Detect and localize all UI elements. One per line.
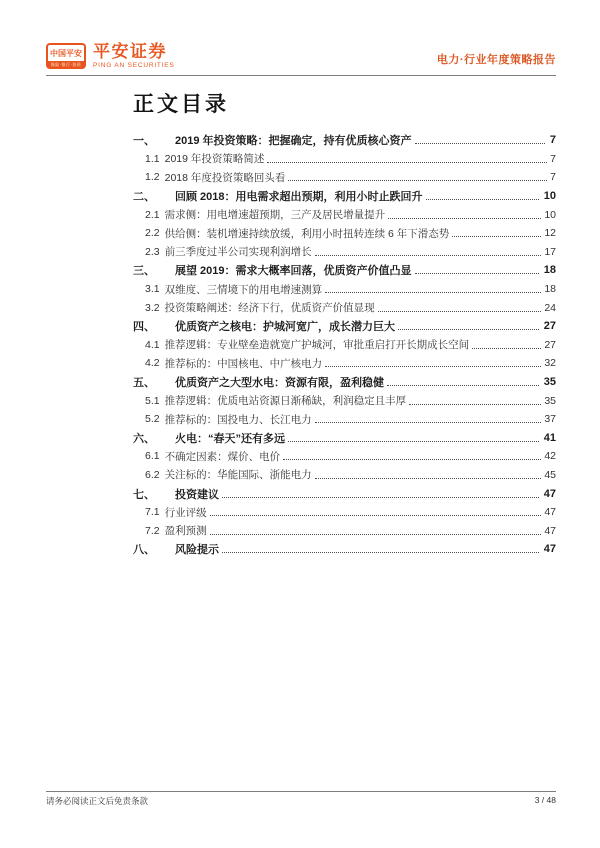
- toc-item-title: 行业评级: [164, 506, 207, 519]
- toc-leader-dots: [398, 328, 539, 330]
- toc-leader-dots: [283, 458, 541, 460]
- toc-item-title: 优质资产之大型水电：资源有限，盈利稳健: [175, 377, 384, 390]
- toc-sub-row[interactable]: [133, 168, 556, 187]
- toc-sub-row[interactable]: [133, 410, 556, 429]
- toc-item-page: 7: [549, 134, 556, 147]
- report-type-label: 电力·行业年度策略报告: [436, 54, 556, 66]
- toc-leader-dots: [409, 403, 541, 405]
- toc-item-number: 三、: [133, 265, 155, 278]
- pingan-logo: [46, 43, 175, 69]
- toc-sub-row[interactable]: [133, 447, 556, 466]
- toc-leader-dots: [387, 384, 539, 386]
- toc-item-title: 优质资产之核电：护城河宽广，成长潜力巨大: [175, 321, 395, 334]
- toc-item-page: 37: [544, 413, 556, 426]
- toc-chapter-row[interactable]: [133, 317, 556, 336]
- toc-sub-row[interactable]: [133, 466, 556, 485]
- toc-chapter-row[interactable]: [133, 187, 556, 206]
- toc-item-title: 回顾 2018：用电需求超出预期，利用小时止跌回升: [175, 191, 423, 204]
- toc-leader-dots: [222, 496, 539, 498]
- toc-item-page: 24: [544, 301, 556, 314]
- toc-item-number: 5.1: [145, 394, 160, 407]
- toc-item-title: 推荐逻辑：优质电站资源日渐稀缺，利润稳定且丰厚: [164, 395, 407, 408]
- toc-leader-dots: [325, 291, 541, 293]
- toc-item-number: 4.2: [145, 357, 160, 370]
- toc-item-title: 投资策略阐述：经济下行，优质资产价值显现: [164, 302, 375, 315]
- toc-item-page: 47: [543, 487, 556, 500]
- toc-item-title: 推荐标的：中国核电、中广核电力: [164, 357, 323, 370]
- toc-section: [133, 88, 556, 559]
- page-footer: [46, 795, 556, 807]
- toc-leader-dots: [415, 142, 545, 144]
- toc-leader-dots: [452, 235, 541, 237]
- toc-item-title: 投资建议: [175, 488, 219, 501]
- toc-item-number: 6.2: [145, 468, 160, 481]
- toc-item-page: 7: [550, 171, 556, 184]
- brand-name-cn: 平安证券: [93, 42, 167, 61]
- toc-item-page: 10: [543, 190, 556, 203]
- toc-item-page: 32: [544, 357, 556, 370]
- footer-disclaimer: 请务必阅读正文后免责条款: [46, 796, 149, 806]
- toc-sub-row[interactable]: [133, 336, 556, 355]
- toc-item-number: 二、: [133, 191, 155, 204]
- toc-item-number: 3.2: [145, 301, 160, 314]
- logo-box-title: 中国平安: [48, 45, 84, 61]
- toc-leader-dots: [426, 198, 539, 200]
- toc-chapter-row[interactable]: [133, 484, 556, 503]
- toc-sub-row[interactable]: [133, 224, 556, 243]
- toc-leader-dots: [267, 161, 547, 163]
- toc-sub-row[interactable]: [133, 503, 556, 522]
- brand-name-en: PING AN SECURITIES: [93, 62, 175, 69]
- toc-item-title: 双维度、三情境下的用电增速测算: [164, 283, 323, 296]
- toc-item-number: 4.1: [145, 338, 160, 351]
- toc-item-page: 10: [544, 208, 556, 221]
- toc-item-title: 不确定因素：煤价、电价: [164, 450, 281, 463]
- toc-item-number: 一、: [133, 135, 155, 148]
- toc-item-page: 27: [544, 338, 556, 351]
- toc-item-title: 关注标的：华能国际、浙能电力: [164, 469, 312, 482]
- toc-item-title: 展望 2019：需求大概率回落，优质资产价值凸显: [175, 265, 412, 278]
- toc-item-page: 47: [544, 506, 556, 519]
- header-divider: [46, 75, 556, 76]
- toc-item-number: 2.1: [145, 208, 160, 221]
- brand-text: [93, 43, 175, 69]
- toc-leader-dots: [388, 217, 541, 219]
- toc-leader-dots: [288, 179, 547, 181]
- toc-item-title: 供给侧：装机增速持续放缓，利用小时扭转连续 6 年下滑态势: [164, 227, 450, 240]
- toc-item-number: 六、: [133, 432, 155, 445]
- toc-item-title: 风险提示: [175, 544, 219, 557]
- toc-item-title: 需求侧：用电增速超预期，三产及居民增量提升: [164, 209, 386, 222]
- toc-item-number: 1.1: [145, 152, 160, 165]
- toc-item-title: 2018 年度投资策略回头看: [164, 171, 286, 184]
- toc-item-number: 八、: [133, 544, 155, 557]
- toc-item-page: 41: [543, 431, 556, 444]
- toc-item-number: 四、: [133, 321, 155, 334]
- toc-item-page: 47: [544, 524, 556, 537]
- toc-sub-row[interactable]: [133, 298, 556, 317]
- toc-leader-dots: [315, 477, 542, 479]
- toc-list: [133, 131, 556, 559]
- toc-item-page: 18: [543, 264, 556, 277]
- toc-chapter-row[interactable]: [133, 540, 556, 559]
- toc-item-page: 27: [543, 320, 556, 333]
- toc-chapter-row[interactable]: [133, 429, 556, 448]
- toc-item-page: 42: [544, 450, 556, 463]
- toc-item-number: 2.3: [145, 245, 160, 258]
- toc-sub-row[interactable]: [133, 521, 556, 540]
- toc-sub-row[interactable]: [133, 280, 556, 299]
- toc-item-number: 五、: [133, 377, 155, 390]
- toc-item-title: 推荐标的：国投电力、长江电力: [164, 413, 312, 426]
- toc-item-number: 2.2: [145, 227, 160, 240]
- toc-item-title: 火电：“春天”还有多远: [175, 432, 285, 445]
- toc-item-title: 盈利预测: [164, 525, 207, 538]
- toc-leader-dots: [325, 365, 541, 367]
- toc-item-page: 17: [544, 245, 556, 258]
- toc-chapter-row[interactable]: [133, 261, 556, 280]
- toc-sub-row[interactable]: [133, 150, 556, 169]
- toc-item-number: 1.2: [145, 171, 160, 184]
- toc-item-page: 35: [544, 394, 556, 407]
- toc-chapter-row[interactable]: [133, 131, 556, 150]
- toc-leader-dots: [288, 440, 539, 442]
- logo-box-subtitle: 保险·银行·投资: [50, 62, 82, 67]
- toc-leader-dots: [315, 254, 542, 256]
- toc-sub-row[interactable]: [133, 354, 556, 373]
- footer-divider: [46, 791, 556, 792]
- toc-leader-dots: [210, 533, 542, 535]
- toc-leader-dots: [415, 272, 539, 274]
- toc-leader-dots: [472, 347, 541, 349]
- toc-chapter-row[interactable]: [133, 373, 556, 392]
- toc-item-page: 7: [550, 152, 556, 165]
- toc-item-number: 6.1: [145, 450, 160, 463]
- toc-item-page: 18: [544, 283, 556, 296]
- page-title: 正文目录: [133, 93, 229, 116]
- toc-sub-row[interactable]: [133, 205, 556, 224]
- toc-item-number: 7.2: [145, 524, 160, 537]
- toc-item-title: 2019 年投资策略：把握确定，持有优质核心资产: [175, 135, 412, 148]
- toc-item-title: 前三季度过半公司实现利润增长: [164, 246, 312, 259]
- pingan-logo-mark-icon: [46, 43, 86, 69]
- toc-leader-dots: [222, 551, 539, 553]
- page-header: [46, 43, 556, 69]
- toc-item-title: 推荐逻辑：专业壁垒造就宽广护城河，审批重启打开长期成长空间: [164, 339, 470, 352]
- toc-leader-dots: [210, 514, 542, 516]
- toc-leader-dots: [378, 310, 542, 312]
- toc-item-number: 3.1: [145, 283, 160, 296]
- toc-item-number: 5.2: [145, 413, 160, 426]
- toc-item-number: 7.1: [145, 506, 160, 519]
- toc-item-title: 2019 年投资策略简述: [164, 153, 265, 166]
- toc-sub-row[interactable]: [133, 243, 556, 262]
- toc-item-page: 35: [543, 376, 556, 389]
- toc-item-page: 12: [544, 227, 556, 240]
- footer-page-number: 3 / 48: [534, 795, 556, 805]
- toc-leader-dots: [315, 421, 542, 423]
- toc-item-page: 47: [543, 543, 556, 556]
- toc-item-number: 七、: [133, 488, 155, 501]
- toc-sub-row[interactable]: [133, 391, 556, 410]
- toc-item-page: 45: [544, 468, 556, 481]
